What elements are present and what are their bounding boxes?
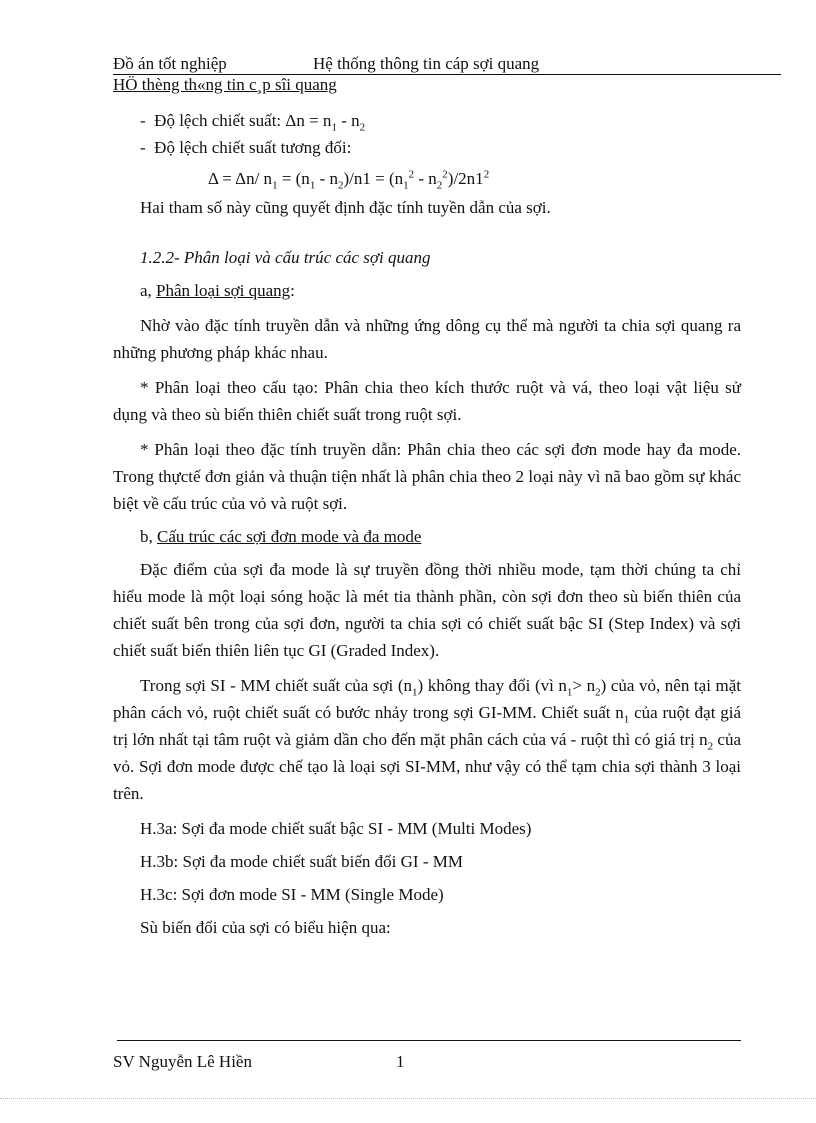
paragraph: Hai tham số này cũng quyết định đặc tính tuyền dẫn của sợi. xyxy=(140,198,551,217)
subscript: 2 xyxy=(595,686,601,699)
subscript: 2 xyxy=(337,179,344,192)
subheading-title: Phân loại sợi quang xyxy=(156,281,291,300)
document-body xyxy=(113,107,741,941)
text-run: > n xyxy=(572,676,596,695)
paragraph-lead-in: Sù biến đổi của sợi có biểu hiện qua: xyxy=(140,918,391,937)
subscript: 1 xyxy=(411,686,418,699)
paragraph: * Phân loại theo cấu tạo: Phân chia theo kích thước ruột và vá, theo loại vật liệu sử dụng và theo sù biến thiên chiết suất trong ruột sợi. xyxy=(113,378,741,424)
bullet-relative-index-difference: - Độ lệch chiết suất tương đối: xyxy=(140,138,352,157)
figure-caption-h3a: H.3a: Sợi đa mode chiết suất bậc SI - MM (Multi Modes) xyxy=(140,819,532,838)
paragraph xyxy=(113,672,741,807)
bullet-index-difference: - Độ lệch chiết suất: $\Delta n = n_1 - n_2$ xyxy=(140,111,366,134)
formula-relative-delta xyxy=(113,165,741,192)
page-break-divider xyxy=(0,1098,816,1099)
subscript: 1 xyxy=(566,686,573,699)
formula-part: )/n1 = (n xyxy=(343,169,404,188)
subheading-b xyxy=(113,523,741,550)
figure-caption-h3b: H.3b: Sợi đa mode chiết suất biến đổi GI - MM xyxy=(140,852,463,871)
subscript: 1 xyxy=(623,713,630,726)
subscript: 2 xyxy=(436,179,443,192)
text-run: của ruột đạt giá trị lớn nhất tại tâm ruột và giảm dần cho đến mặt phân cách của vá - ruột thì có giá trị n xyxy=(113,703,741,749)
subheading-prefix: b, xyxy=(140,527,157,546)
superscript: 2 xyxy=(442,168,448,181)
formula-part: - n xyxy=(414,169,437,188)
subheading-a xyxy=(113,277,741,304)
paragraph: Nhờ vào đặc tính truyền dẫn và những ứng dông cụ thể mà người ta chia sợi quang ra những phương pháp khác nhau. xyxy=(113,316,741,362)
bullet-1-text: Độ lệch chiết suất: Δn = n xyxy=(154,111,332,130)
subscript: 1 xyxy=(272,179,278,192)
section-heading: 1.2.2- Phân loại và cấu trúc các sợi quang xyxy=(140,248,431,267)
page-header xyxy=(113,54,781,75)
superscript: 2 xyxy=(483,168,490,181)
formula-part: )/2n1 xyxy=(447,169,484,188)
header-left-text: Đồ án tốt nghiệp xyxy=(113,54,227,73)
formula-part: - n xyxy=(315,169,338,188)
header-title: Hệ thống thông tin cáp sợi quang xyxy=(313,54,540,73)
subscript: 1 xyxy=(403,179,409,192)
subscript: 2 xyxy=(707,740,714,753)
header-legacy-font-line: HÖ thèng th«ng tin c¸p sîi quang xyxy=(113,75,337,94)
subheading-title: Cấu trúc các sợi đơn mode và đa mode xyxy=(157,527,422,546)
footer-author: SV Nguyễn Lê Hiền xyxy=(113,1052,252,1071)
subheading-prefix: a, xyxy=(140,281,157,300)
subscript: 1 xyxy=(331,121,337,134)
paragraph: * Phân loại theo đặc tính truyền dẫn: Phân chia theo các sợi đơn mode hay đa mode. Trong thựctế đơn giản và thuận tiện nhất là phân chia theo 2 loại này vì nã bao gồm sự khác biệt về cấu trúc của vỏ và ruột sợi. xyxy=(113,440,741,513)
text-run: Trong sợi SI - MM chiết suất của sợi (n xyxy=(140,676,412,695)
bullet-2-text: Độ lệch chiết suất tương đối: xyxy=(154,138,352,157)
text-run: ) không thay đổi (vì n xyxy=(417,676,567,695)
subscript: 2 xyxy=(359,121,366,134)
formula-part: = (n xyxy=(277,169,310,188)
superscript: 2 xyxy=(408,168,415,181)
bullet-1-tail: - n xyxy=(336,111,360,130)
subscript: 1 xyxy=(309,179,316,192)
footer-rule xyxy=(117,1040,741,1041)
subheading-colon: : xyxy=(290,281,295,300)
text-run: của vỏ. Sợi đơn mode được chế tạo là loại sợi SI-MM, như vậy có thể tạm chia sợi thành 3 loại trên. xyxy=(113,730,741,803)
text-run: ) của vỏ, nên tại mặt phân cách vỏ, ruột chiết suất có bước nhảy trong sợi GI-MM. Chiết suất n xyxy=(113,676,741,722)
page-number: 1 xyxy=(396,1052,405,1071)
paragraph: Đặc điểm của sợi đa mode là sự truyền đồng thời nhiều mode, tạm thời chúng ta chỉ hiểu mode là một loại sóng hoặc là mét tia thành phần, còn sợi đơn theo sù biến thiên của chiết suất bên trong của sợi đơn, người ta chia sợi có chiết suất bậc SI (Step Index) và sợi chiết suất biến thiên liên tục GI (Graded Index). xyxy=(113,560,741,660)
formula-part: Δ = Δn/ n xyxy=(208,169,273,188)
figure-caption-h3c: H.3c: Sợi đơn mode SI - MM (Single Mode) xyxy=(140,885,444,904)
